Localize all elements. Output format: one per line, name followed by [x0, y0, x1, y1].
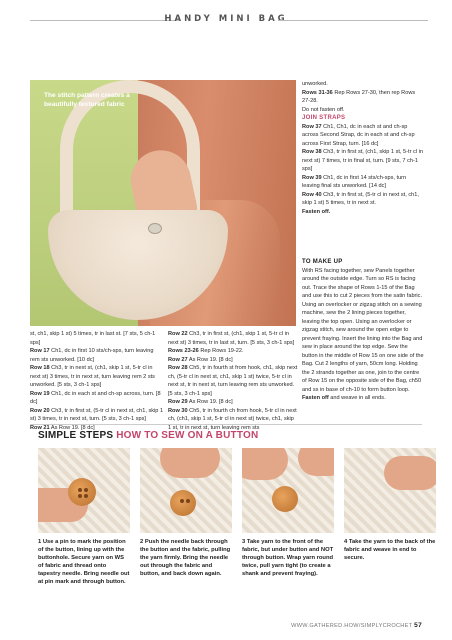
page-title: HANDY MINI BAG [164, 14, 288, 24]
steps-title-prefix: SIMPLE STEPS [38, 430, 114, 441]
step-4-photo [344, 448, 436, 533]
pattern-row: Row 17 Ch1, dc in first 10 sts/ch-sps, turn leaving rem sts unworked. [10 dc] [30, 348, 154, 363]
pattern-row: Row 28 Ch5, tr in fourth st from hook, ch1, skip next ch, (5-tr cl in next st, ch1, skip 1 st) twice, 5-tr cl in next st, tr in next st, turn leaving rem sts unworked. [5 sts, 3 ch-1 sps] [168, 365, 298, 397]
pattern-text: Fasten off and weave in all ends. [302, 395, 386, 401]
pattern-row: Row 38 Ch3, tr in first st, (ch1, skip 1 st, 5-tr cl in next st) 7 times, tr in final st, turn. [9 sts, 7 ch-1 sps] [302, 149, 423, 172]
pattern-row: Row 27 As Row 19. [8 dc] [168, 356, 233, 363]
footer-url[interactable]: WWW.GATHERED.HOW/SIMPLYCROCHET [291, 623, 413, 629]
button-shape [68, 478, 96, 506]
step-2-text: 2 Push the needle back through the button and the fabric, pulling the yarn firmly. Bring the needle out through the fabric and button, and back down again. [140, 539, 231, 577]
button-shape [170, 490, 196, 516]
pattern-row: Row 22 Ch3, tr in first st, (ch1, skip 1 st, 5-tr cl in next st) 3 times, tr in last st, turn. [5 sts, 3 ch-1 sps] [168, 331, 295, 346]
pattern-text: Do not fasten off. [302, 106, 345, 113]
page-header [0, 0, 452, 36]
pattern-row: Row 29 As Row 19. [8 dc] [168, 399, 233, 405]
hand-shape [298, 448, 334, 476]
step-2-photo [140, 448, 232, 533]
pattern-text: st, ch1, skip 1 st) 5 times, tr in last st. [7 sts, 5 ch-1 sps] [30, 331, 156, 346]
button-hole [180, 499, 184, 503]
pattern-text: Rows 31-36 Rep Rows 27-30, then rep Rows 27-28. [302, 89, 416, 104]
step-1-photo [38, 448, 130, 533]
hand-shape [384, 456, 436, 490]
page-footer [291, 622, 422, 629]
pattern-row: Row 39 Ch1, dc in first 14 sts/ch-sps, turn leaving final sts unworked. [14 dc] [302, 174, 407, 189]
bag-photo [30, 80, 296, 326]
step-1-text: 1 Use a pin to mark the position of the button, lining up with the buttonhole. Secure yarn on WS of fabric and thread onto tapestry needle. Bring needle out at pin mark and through button. [38, 539, 130, 585]
pattern-row: Row 30 Ch5, tr in fourth ch from hook, 5-tr cl in next ch, (ch1, skip 1 st, 5-tr cl in next st) twice, ch1, skip 1 st, tr in next st, turn leaving rem sts [168, 407, 297, 431]
pattern-column-left [30, 330, 164, 432]
button-hole [78, 494, 82, 498]
pattern-text: unworked. [302, 81, 328, 87]
step-3-photo [242, 448, 334, 533]
pattern-row: Row 20 Ch3, tr in first st, (5-tr cl in next st, ch1, skip 1 st) 3 times, tr in next st, turn. [5 sts, 3 ch-1 sps] [30, 407, 164, 422]
pattern-row: Row 40 Ch3, tr in first st, (5-tr cl in next st, ch1, skip 1 st) 5 times, tr in next st. [302, 191, 419, 206]
bag-button [148, 223, 162, 234]
page-number: 57 [414, 622, 422, 629]
button-hole [84, 488, 88, 492]
pattern-row: Row 21 As Row 19. [8 dc] [30, 424, 95, 431]
header-rule-right [278, 20, 428, 21]
step-4-text: 4 Take the yarn to the back of the fabric and weave in end to secure. [344, 539, 436, 561]
pattern-column-middle [168, 330, 298, 432]
pattern-row: Row 37 Ch1, Ch1, dc in each st and ch-sp across Second Strap, dc in each st and ch-sp across First Strap, turn. [16 dc] [302, 123, 415, 147]
button-hole [84, 494, 88, 498]
button-hole [78, 488, 82, 492]
button-hole [186, 499, 190, 503]
pattern-text: Fasten off. [302, 208, 331, 215]
section-divider [30, 424, 422, 425]
hand-shape [242, 448, 288, 480]
section-heading-make-up: TO MAKE UP [302, 259, 343, 265]
pattern-row: Row 19 Ch1, dc in each st and ch-sp across, turn. [8 dc] [30, 390, 161, 405]
make-up-text: With RS facing together, sew Panels together around the outside edge. Turn so RS is facing out. Trace the shape of Rows 1-15 of the Bag and use this to cut 2 pieces from the satin fabric. Using an overlocker or zigzag stitch on a sewing machine, sew the 2 lining pieces together, leaving the top open. Using an overlocker or zigzag stitch, sew around the open edge to prevent fraying. Insert the lining into the Bag and sew in place around the top edge. Sew the button in the middle of Row 15 on one side of the Bag. Cut 2 lengths of yarn, 50cm long. Holding the 2 strands together as one, join to the centre of Row 15 on the opposite side of the Bag, ch50 and ss in base of ch-10 to form button loop. [302, 267, 424, 393]
steps-title [38, 430, 258, 441]
steps-title-suffix: HOW TO SEW ON A BUTTON [116, 430, 259, 441]
section-heading-join-straps: JOIN STRAPS [302, 115, 346, 121]
pattern-column-right-bottom [302, 258, 424, 403]
pattern-row: Rows 23-26 Rep Rows 19-22. [168, 348, 244, 354]
pattern-row: Row 18 Ch3, tr in next st, (ch1, skip 1 st, 5-tr cl in next st) 3 times, tr in next st, turn leaving rem 2 sts unworked. [5 sts, 3 ch-1 sps] [30, 365, 155, 388]
button-shape [272, 486, 298, 512]
step-3-text: 3 Take yarn to the front of the fabric, but under button and NOT through button. Wrap yarn round twice, pull yarn tight (to create a shank and prevent fraying). [242, 539, 334, 577]
pattern-column-right-top [302, 80, 424, 216]
hand-shape [160, 448, 220, 478]
photo-caption: The stitch pattern creates a beautifully textured fabric [44, 92, 130, 108]
